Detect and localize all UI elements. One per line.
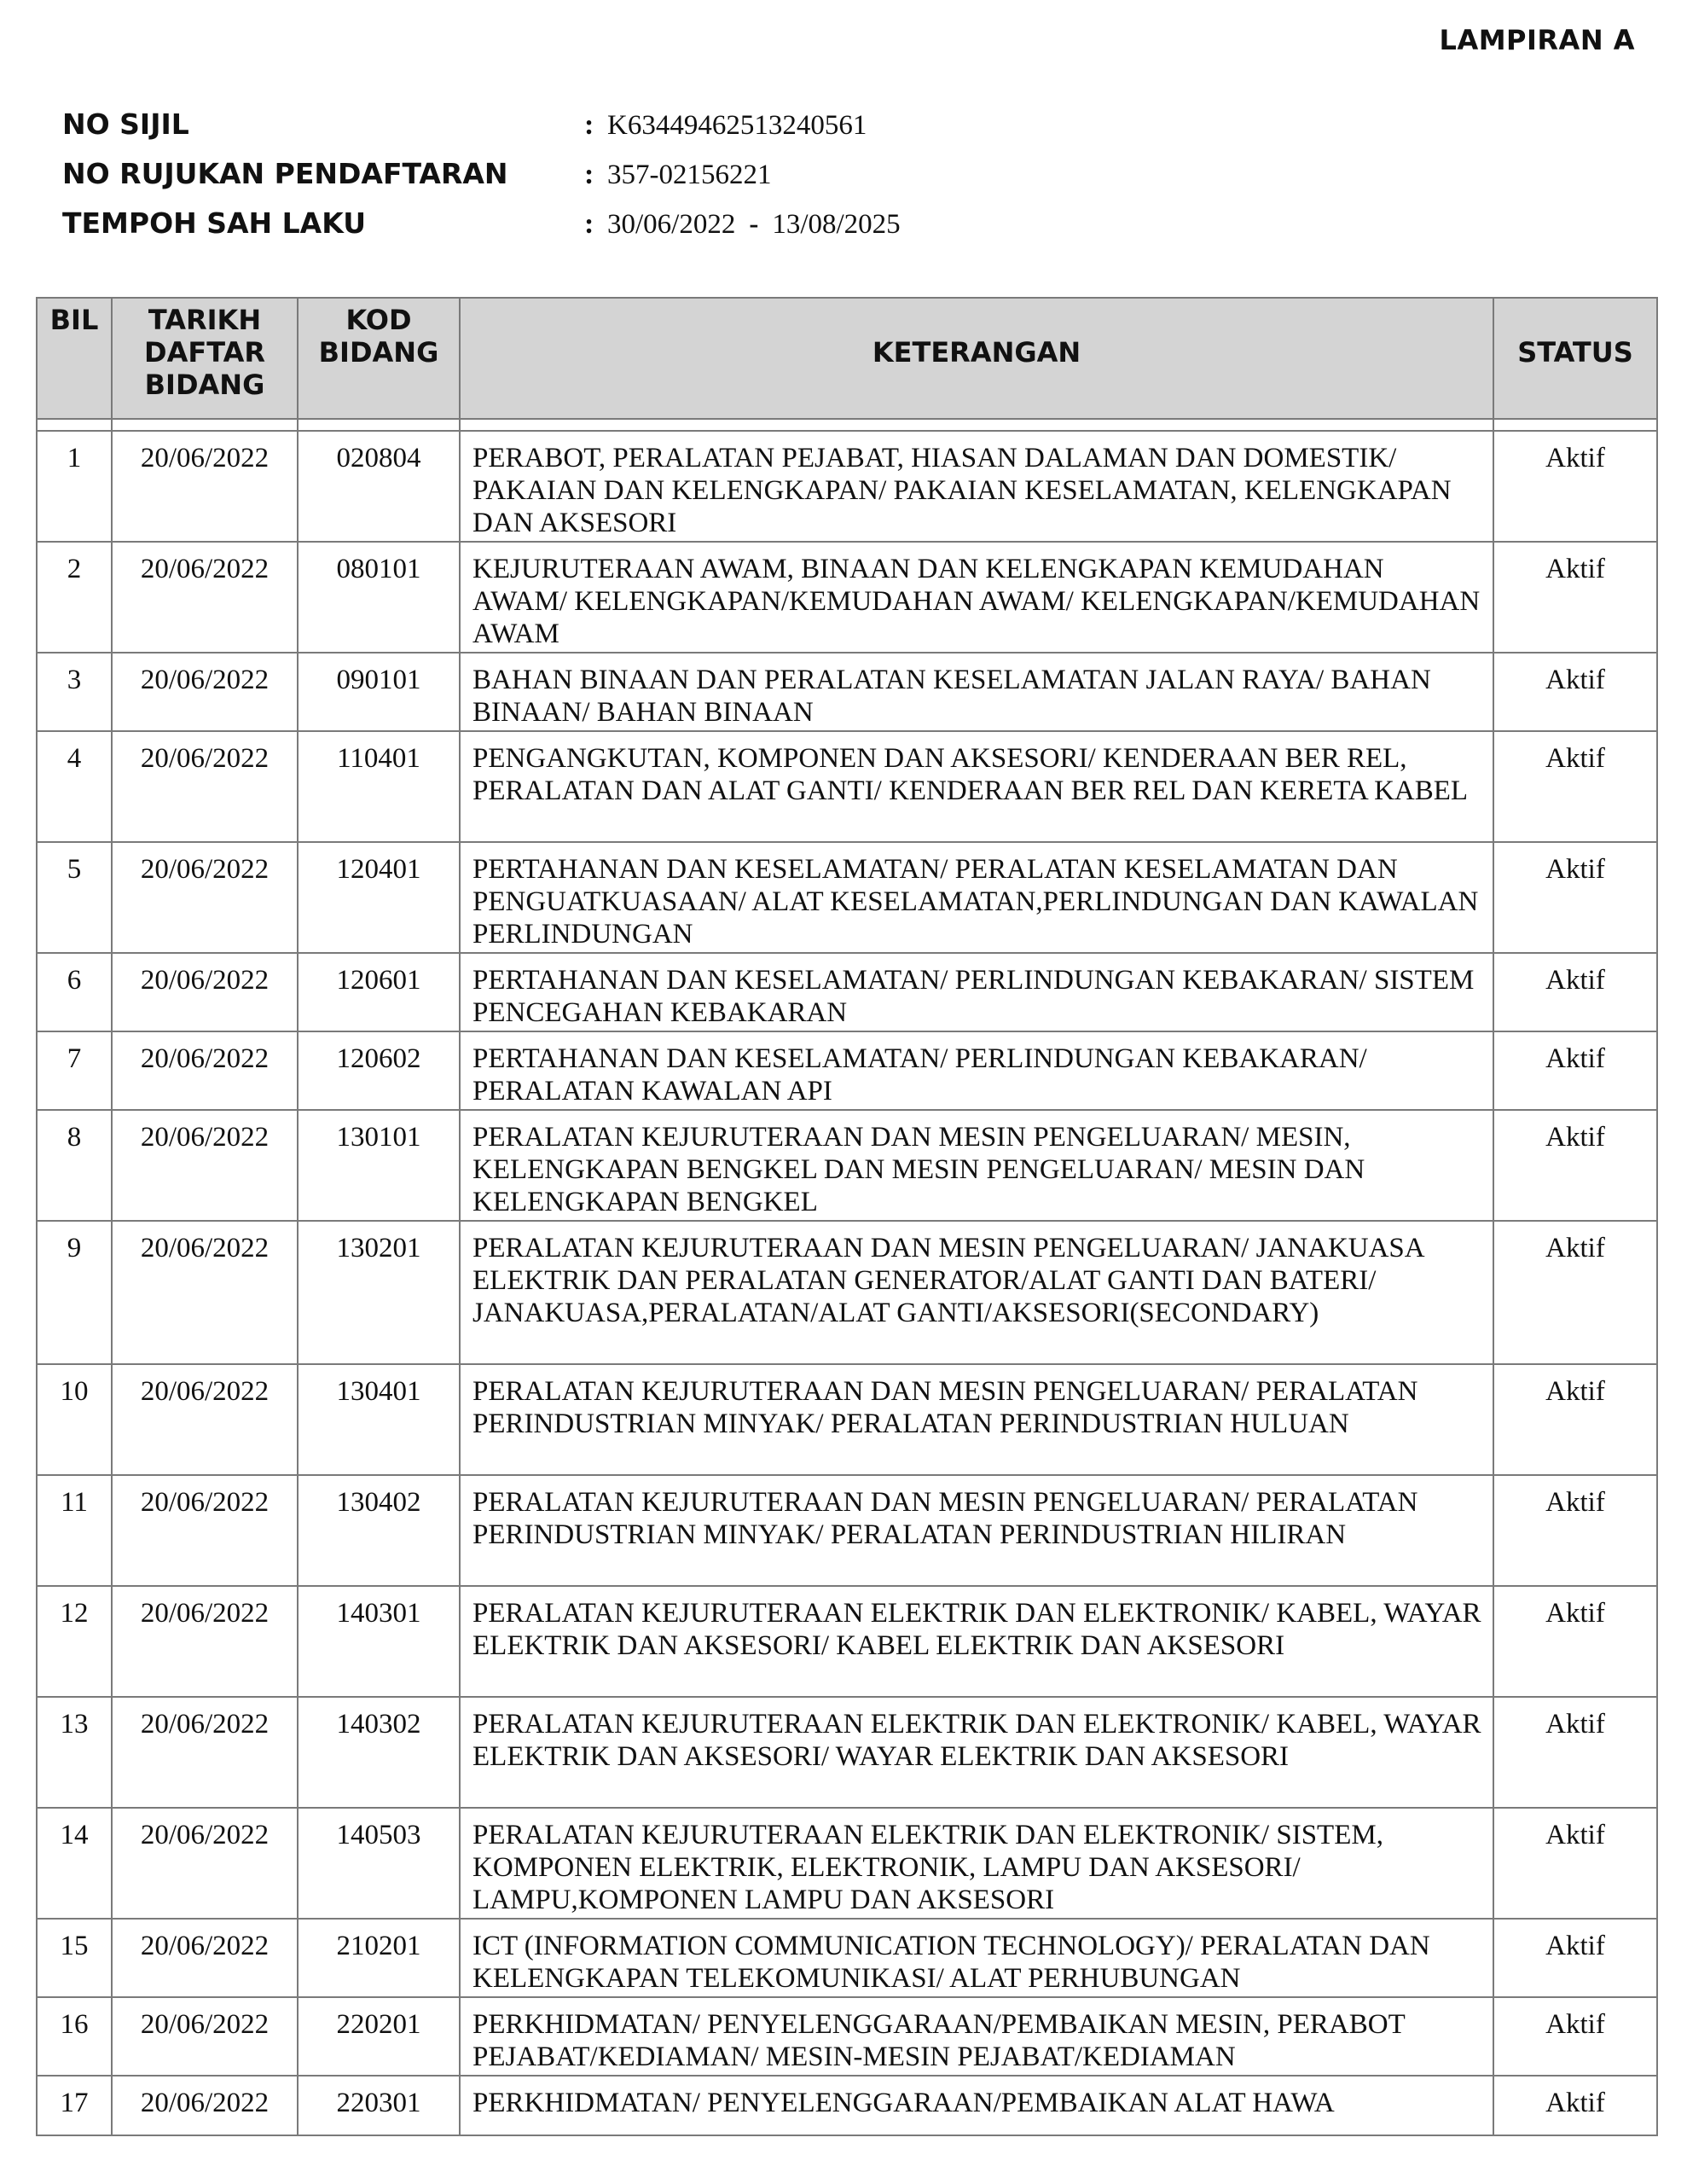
row-bil: 2: [37, 542, 112, 653]
row-kod: 080101: [298, 542, 460, 653]
row-kod: 090101: [298, 653, 460, 731]
row-kod: 140503: [298, 1808, 460, 1919]
row-kod: 140301: [298, 1586, 460, 1697]
header-tarikh: TARIKH DAFTAR BIDANG: [112, 298, 298, 419]
row-bil: 14: [37, 1808, 112, 1919]
meta-colon: :: [584, 159, 594, 190]
header-status: STATUS: [1493, 298, 1657, 419]
row-status: Aktif: [1493, 953, 1657, 1031]
row-tarikh: 20/06/2022: [112, 542, 298, 653]
row-status: Aktif: [1493, 1110, 1657, 1221]
row-status: Aktif: [1493, 1919, 1657, 1997]
row-bil: 1: [37, 431, 112, 542]
row-keterangan: PENGANGKUTAN, KOMPONEN DAN AKSESORI/ KENDERAAN BER REL, PERALATAN DAN ALAT GANTI/ KENDERAAN BER REL DAN KERETA KABEL: [460, 731, 1493, 842]
row-bil: 9: [37, 1221, 112, 1364]
row-status: Aktif: [1493, 2076, 1657, 2135]
table-row: [37, 953, 1657, 1031]
row-keterangan: BAHAN BINAAN DAN PERALATAN KESELAMATAN JALAN RAYA/ BAHAN BINAAN/ BAHAN BINAAN: [460, 653, 1493, 731]
row-keterangan: KEJURUTERAAN AWAM, BINAAN DAN KELENGKAPAN KEMUDAHAN AWAM/ KELENGKAPAN/KEMUDAHAN AWAM/ KELENGKAPAN/KEMUDAHAN AWAM: [460, 542, 1493, 653]
row-kod: 220201: [298, 1997, 460, 2076]
row-status: Aktif: [1493, 1586, 1657, 1697]
table-row: [37, 731, 1657, 842]
table-row: [37, 1919, 1657, 1997]
meta-row-no-rujukan: [62, 157, 901, 206]
row-status: Aktif: [1493, 1475, 1657, 1586]
header-gap-row: [37, 419, 1657, 431]
tempoh-separator: -: [749, 209, 759, 240]
row-keterangan: PERTAHANAN DAN KESELAMATAN/ PERLINDUNGAN KEBAKARAN/ SISTEM PENCEGAHAN KEBAKARAN: [460, 953, 1493, 1031]
certificate-meta: [62, 107, 901, 256]
row-tarikh: 20/06/2022: [112, 2076, 298, 2135]
table-row: [37, 431, 1657, 542]
table-row: [37, 542, 1657, 653]
row-tarikh: 20/06/2022: [112, 731, 298, 842]
table-header-row: [37, 298, 1657, 419]
meta-row-no-sijil: [62, 107, 901, 157]
header-keterangan: KETERANGAN: [460, 298, 1493, 419]
row-bil: 6: [37, 953, 112, 1031]
header-bil: BIL: [37, 298, 112, 419]
table-row: [37, 1364, 1657, 1475]
table-row: [37, 1997, 1657, 2076]
row-kod: 120401: [298, 842, 460, 953]
row-status: Aktif: [1493, 1221, 1657, 1364]
row-bil: 10: [37, 1364, 112, 1475]
row-keterangan: PERALATAN KEJURUTERAAN DAN MESIN PENGELUARAN/ PERALATAN PERINDUSTRIAN MINYAK/ PERALATAN PERINDUSTRIAN HILIRAN: [460, 1475, 1493, 1586]
row-tarikh: 20/06/2022: [112, 1031, 298, 1110]
row-bil: 4: [37, 731, 112, 842]
row-kod: 210201: [298, 1919, 460, 1997]
no-sijil-label: NO SIJIL: [62, 107, 189, 141]
row-kod: 130402: [298, 1475, 460, 1586]
row-keterangan: PERALATAN KEJURUTERAAN DAN MESIN PENGELUARAN/ PERALATAN PERINDUSTRIAN MINYAK/ PERALATAN PERINDUSTRIAN HULUAN: [460, 1364, 1493, 1475]
row-keterangan: PERALATAN KEJURUTERAAN DAN MESIN PENGELUARAN/ MESIN, KELENGKAPAN BENGKEL DAN MESIN PENGELUARAN/ MESIN DAN KELENGKAPAN BENGKEL: [460, 1110, 1493, 1221]
row-tarikh: 20/06/2022: [112, 1697, 298, 1808]
row-bil: 12: [37, 1586, 112, 1697]
row-tarikh: 20/06/2022: [112, 431, 298, 542]
row-kod: 140302: [298, 1697, 460, 1808]
row-bil: 16: [37, 1997, 112, 2076]
row-kod: 130101: [298, 1110, 460, 1221]
row-kod: 130201: [298, 1221, 460, 1364]
row-status: Aktif: [1493, 1697, 1657, 1808]
row-keterangan: PERKHIDMATAN/ PENYELENGGARAAN/PEMBAIKAN MESIN, PERABOT PEJABAT/KEDIAMAN/ MESIN-MESIN PEJABAT/KEDIAMAN: [460, 1997, 1493, 2076]
meta-colon: :: [584, 208, 594, 240]
no-rujukan-value: 357-02156221: [607, 160, 772, 190]
row-status: Aktif: [1493, 842, 1657, 953]
row-tarikh: 20/06/2022: [112, 842, 298, 953]
row-kod: 220301: [298, 2076, 460, 2135]
tempoh-label: TEMPOH SAH LAKU: [62, 206, 367, 240]
row-keterangan: PERABOT, PERALATAN PEJABAT, HIASAN DALAMAN DAN DOMESTIK/ PAKAIAN DAN KELENGKAPAN/ PAKAIAN KESELAMATAN, KELENGKAPAN DAN AKSESORI: [460, 431, 1493, 542]
table-row: [37, 842, 1657, 953]
bidang-table: [36, 297, 1658, 2136]
row-keterangan: PERALATAN KEJURUTERAAN ELEKTRIK DAN ELEKTRONIK/ KABEL, WAYAR ELEKTRIK DAN AKSESORI/ KABEL ELEKTRIK DAN AKSESORI: [460, 1586, 1493, 1697]
row-kod: 110401: [298, 731, 460, 842]
row-bil: 7: [37, 1031, 112, 1110]
row-bil: 3: [37, 653, 112, 731]
tempoh-to: 13/08/2025: [772, 209, 901, 240]
row-tarikh: 20/06/2022: [112, 1221, 298, 1364]
row-tarikh: 20/06/2022: [112, 1475, 298, 1586]
lampiran-label: LAMPIRAN A: [1439, 24, 1635, 56]
row-keterangan: PERALATAN KEJURUTERAAN DAN MESIN PENGELUARAN/ JANAKUASA ELEKTRIK DAN PERALATAN GENERATOR/ALAT GANTI DAN BATERI/ JANAKUASA,PERALATAN/ALAT GANTI/AKSESORI(SECONDARY): [460, 1221, 1493, 1364]
meta-colon: :: [584, 109, 594, 141]
row-bil: 8: [37, 1110, 112, 1221]
row-kod: 120602: [298, 1031, 460, 1110]
row-tarikh: 20/06/2022: [112, 1586, 298, 1697]
row-keterangan: PERALATAN KEJURUTERAAN ELEKTRIK DAN ELEKTRONIK/ SISTEM, KOMPONEN ELEKTRIK, ELEKTRONIK, LAMPU DAN AKSESORI/ LAMPU,KOMPONEN LAMPU DAN AKSESORI: [460, 1808, 1493, 1919]
table-row: [37, 1697, 1657, 1808]
table-row: [37, 1808, 1657, 1919]
row-tarikh: 20/06/2022: [112, 1808, 298, 1919]
table-row: [37, 653, 1657, 731]
row-kod: 130401: [298, 1364, 460, 1475]
row-keterangan: PERTAHANAN DAN KESELAMATAN/ PERALATAN KESELAMATAN DAN PENGUATKUASAAN/ ALAT KESELAMATAN,PERLINDUNGAN DAN KAWALAN PERLINDUNGAN: [460, 842, 1493, 953]
row-bil: 11: [37, 1475, 112, 1586]
no-rujukan-label: NO RUJUKAN PENDAFTARAN: [62, 157, 508, 190]
row-status: Aktif: [1493, 653, 1657, 731]
row-tarikh: 20/06/2022: [112, 953, 298, 1031]
row-tarikh: 20/06/2022: [112, 1919, 298, 1997]
meta-row-tempoh: [62, 206, 901, 256]
row-bil: 13: [37, 1697, 112, 1808]
table-row: [37, 1586, 1657, 1697]
row-status: Aktif: [1493, 1997, 1657, 2076]
row-keterangan: PERTAHANAN DAN KESELAMATAN/ PERLINDUNGAN KEBAKARAN/ PERALATAN KAWALAN API: [460, 1031, 1493, 1110]
tempoh-from: 30/06/2022: [607, 209, 736, 240]
row-tarikh: 20/06/2022: [112, 1997, 298, 2076]
row-keterangan: PERALATAN KEJURUTERAAN ELEKTRIK DAN ELEKTRONIK/ KABEL, WAYAR ELEKTRIK DAN AKSESORI/ WAYAR ELEKTRIK DAN AKSESORI: [460, 1697, 1493, 1808]
row-status: Aktif: [1493, 731, 1657, 842]
table-body: [37, 419, 1657, 2135]
row-tarikh: 20/06/2022: [112, 1364, 298, 1475]
no-sijil-value: K63449462513240561: [607, 110, 867, 141]
table-row: [37, 2076, 1657, 2135]
row-status: Aktif: [1493, 1364, 1657, 1475]
row-status: Aktif: [1493, 1031, 1657, 1110]
header-kod: KOD BIDANG: [298, 298, 460, 419]
row-status: Aktif: [1493, 1808, 1657, 1919]
row-bil: 5: [37, 842, 112, 953]
row-keterangan: ICT (INFORMATION COMMUNICATION TECHNOLOGY)/ PERALATAN DAN KELENGKAPAN TELEKOMUNIKASI/ ALAT PERHUBUNGAN: [460, 1919, 1493, 1997]
row-tarikh: 20/06/2022: [112, 653, 298, 731]
table-row: [37, 1110, 1657, 1221]
row-kod: 120601: [298, 953, 460, 1031]
row-status: Aktif: [1493, 431, 1657, 542]
row-keterangan: PERKHIDMATAN/ PENYELENGGARAAN/PEMBAIKAN ALAT HAWA: [460, 2076, 1493, 2135]
table-row: [37, 1031, 1657, 1110]
row-tarikh: 20/06/2022: [112, 1110, 298, 1221]
tempoh-value: [607, 209, 901, 241]
table-row: [37, 1475, 1657, 1586]
row-bil: 17: [37, 2076, 112, 2135]
table-row: [37, 1221, 1657, 1364]
row-bil: 15: [37, 1919, 112, 1997]
row-status: Aktif: [1493, 542, 1657, 653]
row-kod: 020804: [298, 431, 460, 542]
